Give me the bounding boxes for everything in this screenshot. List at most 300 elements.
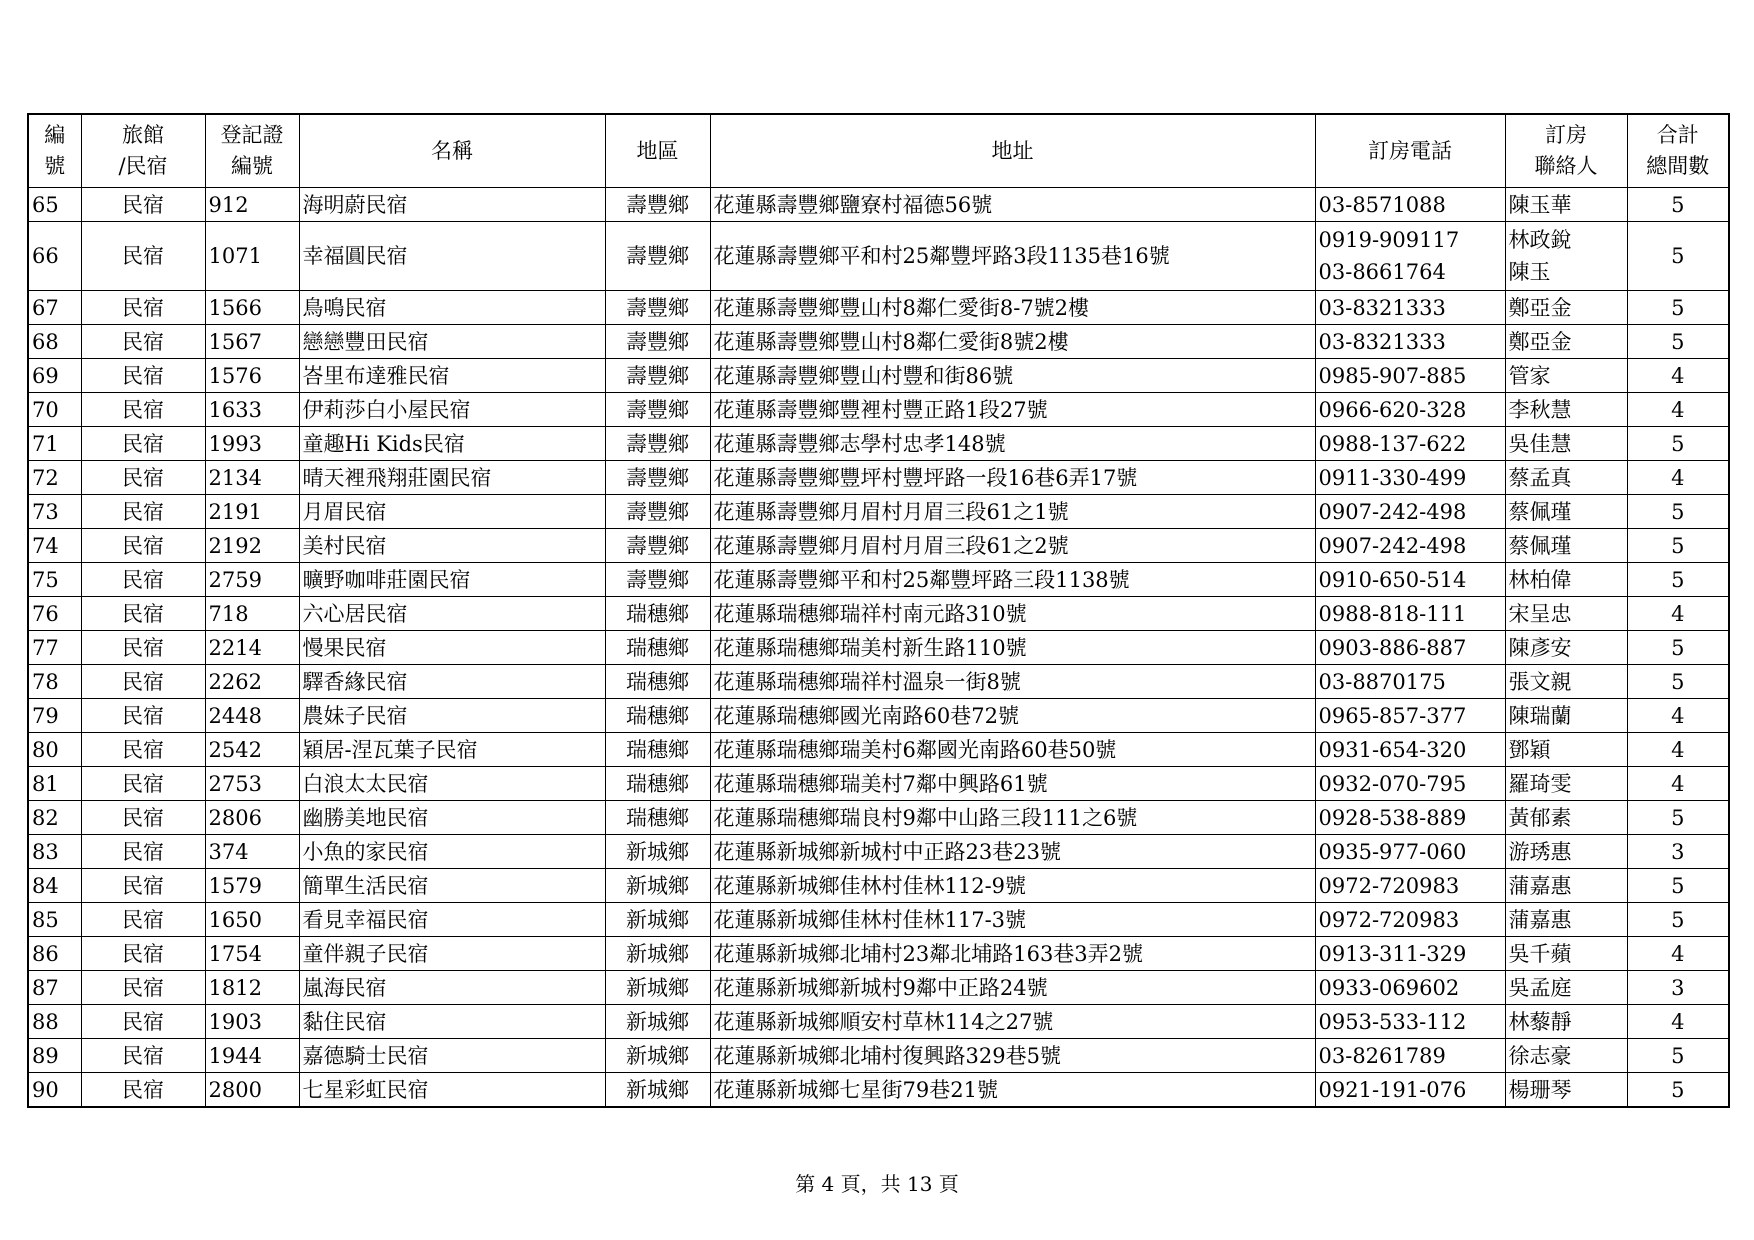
cell-area: 新城鄉 (605, 1005, 710, 1039)
cell-name: 六心居民宿 (299, 597, 605, 631)
table-row (28, 461, 1729, 495)
cell-contact (1505, 359, 1627, 393)
cell-phone (1315, 1073, 1505, 1108)
cell-name: 戀戀豐田民宿 (299, 325, 605, 359)
cell-contact-line: 蒲嘉惠 (1508, 907, 1572, 932)
table-row (28, 495, 1729, 529)
cell-area: 壽豐鄉 (605, 291, 710, 325)
cell-name: 七星彩虹民宿 (299, 1073, 605, 1108)
cell-no: 66 (28, 222, 81, 291)
cell-contact-line: 蒲嘉惠 (1508, 873, 1572, 898)
cell-rooms: 5 (1627, 1039, 1729, 1073)
cell-rooms: 5 (1627, 903, 1729, 937)
cell-phone-line: 0928-538-889 (1318, 805, 1467, 830)
header-area: 地區 (605, 114, 710, 188)
cell-contact (1505, 461, 1627, 495)
header-name: 名稱 (299, 114, 605, 188)
cell-contact-line: 吳孟庭 (1508, 975, 1572, 1000)
cell-type: 民宿 (81, 291, 205, 325)
cell-contact-line: 游琇惠 (1508, 839, 1572, 864)
cell-address: 花蓮縣瑞穗鄉瑞祥村南元路310號 (710, 597, 1315, 631)
cell-address: 花蓮縣新城鄉七星街79巷21號 (710, 1073, 1315, 1108)
cell-contact-line: 鄧穎 (1508, 737, 1551, 762)
cell-contact (1505, 1073, 1627, 1108)
cell-area: 瑞穗鄉 (605, 597, 710, 631)
cell-no: 76 (28, 597, 81, 631)
page-footer: 第 4 頁，共 13 頁 (795, 1172, 959, 1196)
cell-area: 壽豐鄉 (605, 529, 710, 563)
header-contact: 訂房 聯絡人 (1505, 114, 1627, 188)
table-row (28, 291, 1729, 325)
cell-reg-no: 374 (205, 835, 299, 869)
cell-phone (1315, 188, 1505, 222)
cell-phone-line: 0966-620-328 (1318, 397, 1467, 422)
table-row (28, 188, 1729, 222)
cell-phone (1315, 529, 1505, 563)
cell-type: 民宿 (81, 869, 205, 903)
cell-no: 73 (28, 495, 81, 529)
cell-contact-line: 黃郁素 (1508, 805, 1572, 830)
cell-rooms: 4 (1627, 733, 1729, 767)
cell-type: 民宿 (81, 937, 205, 971)
table-row (28, 971, 1729, 1005)
cell-area: 壽豐鄉 (605, 325, 710, 359)
table-row (28, 801, 1729, 835)
cell-address: 花蓮縣瑞穗鄉瑞祥村溫泉一街8號 (710, 665, 1315, 699)
cell-phone-line: 0953-533-112 (1318, 1009, 1467, 1034)
cell-reg-no: 2214 (205, 631, 299, 665)
cell-area: 新城鄉 (605, 835, 710, 869)
cell-type: 民宿 (81, 631, 205, 665)
cell-rooms: 3 (1627, 971, 1729, 1005)
cell-reg-no: 2759 (205, 563, 299, 597)
cell-rooms: 5 (1627, 665, 1729, 699)
cell-no: 78 (28, 665, 81, 699)
cell-type: 民宿 (81, 325, 205, 359)
cell-no: 71 (28, 427, 81, 461)
header-no: 編 號 (28, 114, 81, 188)
cell-reg-no: 1071 (205, 222, 299, 291)
cell-type: 民宿 (81, 835, 205, 869)
cell-name: 穎居-涅瓦葉子民宿 (299, 733, 605, 767)
cell-type: 民宿 (81, 767, 205, 801)
cell-no: 90 (28, 1073, 81, 1108)
cell-address: 花蓮縣壽豐鄉豐山村豐和街86號 (710, 359, 1315, 393)
cell-rooms: 4 (1627, 699, 1729, 733)
cell-phone-line: 0907-242-498 (1318, 499, 1467, 524)
cell-phone (1315, 427, 1505, 461)
table-row (28, 733, 1729, 767)
cell-reg-no: 718 (205, 597, 299, 631)
cell-address: 花蓮縣壽豐鄉鹽寮村福德56號 (710, 188, 1315, 222)
cell-phone (1315, 461, 1505, 495)
header-phone: 訂房電話 (1315, 114, 1505, 188)
cell-type: 民宿 (81, 359, 205, 393)
cell-rooms: 5 (1627, 495, 1729, 529)
header-type: 旅館 /民宿 (81, 114, 205, 188)
cell-type: 民宿 (81, 222, 205, 291)
cell-phone-line: 0911-330-499 (1318, 465, 1467, 490)
cell-reg-no: 912 (205, 188, 299, 222)
cell-contact (1505, 767, 1627, 801)
cell-phone-line: 03-8321333 (1318, 295, 1446, 320)
cell-contact (1505, 427, 1627, 461)
cell-rooms: 4 (1627, 393, 1729, 427)
cell-area: 壽豐鄉 (605, 495, 710, 529)
table-body (28, 188, 1729, 1108)
cell-contact-line: 李秋慧 (1508, 397, 1572, 422)
cell-phone-line: 0985-907-885 (1318, 363, 1467, 388)
cell-no: 83 (28, 835, 81, 869)
cell-name: 童伴親子民宿 (299, 937, 605, 971)
cell-rooms: 4 (1627, 597, 1729, 631)
cell-no: 79 (28, 699, 81, 733)
cell-area: 瑞穗鄉 (605, 699, 710, 733)
cell-address: 花蓮縣壽豐鄉志學村忠孝148號 (710, 427, 1315, 461)
cell-address: 花蓮縣壽豐鄉月眉村月眉三段61之2號 (710, 529, 1315, 563)
cell-phone-line: 0910-650-514 (1318, 567, 1467, 592)
cell-reg-no: 1567 (205, 325, 299, 359)
cell-name: 伊莉莎白小屋民宿 (299, 393, 605, 427)
cell-phone-line: 0933-069602 (1318, 975, 1460, 1000)
table-row (28, 1073, 1729, 1108)
cell-rooms: 5 (1627, 1073, 1729, 1108)
cell-no: 89 (28, 1039, 81, 1073)
table-row (28, 903, 1729, 937)
cell-type: 民宿 (81, 1005, 205, 1039)
cell-name: 海明蔚民宿 (299, 188, 605, 222)
cell-contact-line: 陳玉 (1508, 260, 1551, 284)
cell-area: 壽豐鄉 (605, 222, 710, 291)
cell-phone (1315, 903, 1505, 937)
cell-reg-no: 1754 (205, 937, 299, 971)
cell-contact-line: 陳玉華 (1508, 192, 1572, 217)
cell-phone (1315, 563, 1505, 597)
cell-no: 74 (28, 529, 81, 563)
cell-contact (1505, 393, 1627, 427)
cell-contact (1505, 597, 1627, 631)
cell-address: 花蓮縣壽豐鄉豐山村8鄰仁愛街8號2樓 (710, 325, 1315, 359)
cell-contact-line: 羅琦雯 (1508, 771, 1572, 796)
cell-contact (1505, 835, 1627, 869)
cell-area: 壽豐鄉 (605, 393, 710, 427)
cell-address: 花蓮縣壽豐鄉平和村25鄰豐坪路三段1138號 (710, 563, 1315, 597)
cell-phone (1315, 495, 1505, 529)
cell-contact-line: 林柏偉 (1508, 567, 1572, 592)
cell-area: 壽豐鄉 (605, 359, 710, 393)
cell-phone-line: 0932-070-795 (1318, 771, 1467, 796)
cell-name: 嵐海民宿 (299, 971, 605, 1005)
cell-address: 花蓮縣壽豐鄉豐裡村豐正路1段27號 (710, 393, 1315, 427)
cell-phone (1315, 665, 1505, 699)
cell-phone-line: 0919-909117 (1318, 228, 1460, 252)
cell-area: 瑞穗鄉 (605, 801, 710, 835)
cell-contact-line: 蔡佩瑾 (1508, 499, 1572, 524)
header-reg-no: 登記證 編號 (205, 114, 299, 188)
cell-area: 瑞穗鄉 (605, 665, 710, 699)
cell-phone (1315, 699, 1505, 733)
cell-contact-line: 鄭亞金 (1508, 295, 1572, 320)
cell-rooms: 3 (1627, 835, 1729, 869)
cell-address: 花蓮縣壽豐鄉平和村25鄰豐坪路3段1135巷16號 (710, 222, 1315, 291)
cell-address: 花蓮縣新城鄉佳林村佳林117-3號 (710, 903, 1315, 937)
cell-phone-line: 03-8261789 (1318, 1043, 1446, 1068)
cell-contact (1505, 291, 1627, 325)
cell-contact (1505, 733, 1627, 767)
cell-address: 花蓮縣新城鄉北埔村復興路329巷5號 (710, 1039, 1315, 1073)
cell-rooms: 5 (1627, 563, 1729, 597)
cell-reg-no: 1579 (205, 869, 299, 903)
cell-contact-line: 宋呈忠 (1508, 601, 1572, 626)
cell-contact (1505, 529, 1627, 563)
cell-phone-line: 0931-654-320 (1318, 737, 1467, 762)
cell-name: 簡單生活民宿 (299, 869, 605, 903)
cell-address: 花蓮縣新城鄉新城村中正路23巷23號 (710, 835, 1315, 869)
cell-contact (1505, 971, 1627, 1005)
cell-area: 瑞穗鄉 (605, 767, 710, 801)
cell-contact-line: 林藜靜 (1508, 1009, 1572, 1034)
table-row (28, 699, 1729, 733)
cell-name: 曠野咖啡莊園民宿 (299, 563, 605, 597)
cell-name: 白浪太太民宿 (299, 767, 605, 801)
cell-rooms: 5 (1627, 801, 1729, 835)
cell-address: 花蓮縣壽豐鄉豐坪村豐坪路一段16巷6弄17號 (710, 461, 1315, 495)
cell-type: 民宿 (81, 733, 205, 767)
header-address: 地址 (710, 114, 1315, 188)
cell-no: 65 (28, 188, 81, 222)
cell-reg-no: 1903 (205, 1005, 299, 1039)
cell-phone (1315, 393, 1505, 427)
cell-reg-no: 1576 (205, 359, 299, 393)
cell-reg-no: 1993 (205, 427, 299, 461)
cell-phone-line: 0988-137-622 (1318, 431, 1467, 456)
cell-type: 民宿 (81, 597, 205, 631)
cell-address: 花蓮縣壽豐鄉豐山村8鄰仁愛街8-7號2樓 (710, 291, 1315, 325)
cell-reg-no: 2800 (205, 1073, 299, 1108)
cell-phone-line: 0972-720983 (1318, 907, 1460, 932)
cell-type: 民宿 (81, 1039, 205, 1073)
cell-no: 68 (28, 325, 81, 359)
cell-rooms: 5 (1627, 291, 1729, 325)
cell-phone-line: 0907-242-498 (1318, 533, 1467, 558)
cell-no: 81 (28, 767, 81, 801)
cell-name: 看見幸福民宿 (299, 903, 605, 937)
cell-rooms: 4 (1627, 767, 1729, 801)
table-row (28, 767, 1729, 801)
cell-phone-line: 0913-311-329 (1318, 941, 1467, 966)
cell-contact-line: 楊珊琴 (1508, 1077, 1572, 1102)
cell-reg-no: 1566 (205, 291, 299, 325)
cell-contact-line: 陳瑞蘭 (1508, 703, 1572, 728)
cell-area: 新城鄉 (605, 903, 710, 937)
cell-type: 民宿 (81, 1073, 205, 1108)
cell-phone-line: 03-8661764 (1318, 260, 1446, 284)
cell-rooms: 5 (1627, 631, 1729, 665)
table-row (28, 937, 1729, 971)
cell-no: 85 (28, 903, 81, 937)
cell-no: 86 (28, 937, 81, 971)
cell-no: 87 (28, 971, 81, 1005)
table-row (28, 869, 1729, 903)
cell-phone (1315, 597, 1505, 631)
cell-phone-line: 0903-886-887 (1318, 635, 1467, 660)
cell-address: 花蓮縣瑞穗鄉瑞美村新生路110號 (710, 631, 1315, 665)
cell-phone (1315, 835, 1505, 869)
cell-reg-no: 2753 (205, 767, 299, 801)
cell-type: 民宿 (81, 529, 205, 563)
cell-rooms: 5 (1627, 188, 1729, 222)
cell-type: 民宿 (81, 461, 205, 495)
cell-name: 農妹子民宿 (299, 699, 605, 733)
table-row (28, 393, 1729, 427)
cell-area: 新城鄉 (605, 937, 710, 971)
cell-reg-no: 2134 (205, 461, 299, 495)
cell-contact (1505, 495, 1627, 529)
table-row (28, 835, 1729, 869)
cell-reg-no: 2192 (205, 529, 299, 563)
cell-no: 77 (28, 631, 81, 665)
cell-name: 驛香緣民宿 (299, 665, 605, 699)
cell-contact-line: 鄭亞金 (1508, 329, 1572, 354)
cell-name: 幽勝美地民宿 (299, 801, 605, 835)
cell-reg-no: 2806 (205, 801, 299, 835)
cell-reg-no: 1650 (205, 903, 299, 937)
table-row (28, 631, 1729, 665)
cell-no: 80 (28, 733, 81, 767)
cell-phone (1315, 1005, 1505, 1039)
cell-no: 70 (28, 393, 81, 427)
cell-rooms: 4 (1627, 937, 1729, 971)
cell-type: 民宿 (81, 903, 205, 937)
cell-phone-line: 0921-191-076 (1318, 1077, 1467, 1102)
cell-contact-line: 蔡佩瑾 (1508, 533, 1572, 558)
cell-contact (1505, 665, 1627, 699)
cell-contact-line: 林政銳 (1508, 228, 1572, 252)
cell-rooms: 5 (1627, 529, 1729, 563)
cell-contact (1505, 563, 1627, 597)
cell-address: 花蓮縣新城鄉北埔村23鄰北埔路163巷3弄2號 (710, 937, 1315, 971)
cell-area: 新城鄉 (605, 1073, 710, 1108)
cell-type: 民宿 (81, 393, 205, 427)
cell-phone (1315, 971, 1505, 1005)
lodging-table (27, 113, 1730, 1108)
cell-area: 壽豐鄉 (605, 563, 710, 597)
cell-rooms: 5 (1627, 427, 1729, 461)
cell-phone (1315, 937, 1505, 971)
table-row (28, 427, 1729, 461)
cell-phone (1315, 767, 1505, 801)
cell-contact (1505, 325, 1627, 359)
cell-contact (1505, 631, 1627, 665)
cell-area: 新城鄉 (605, 971, 710, 1005)
table-row (28, 1039, 1729, 1073)
cell-address: 花蓮縣新城鄉新城村9鄰中正路24號 (710, 971, 1315, 1005)
cell-type: 民宿 (81, 427, 205, 461)
cell-name: 黏住民宿 (299, 1005, 605, 1039)
table-row (28, 359, 1729, 393)
cell-phone (1315, 733, 1505, 767)
table-row (28, 529, 1729, 563)
cell-address: 花蓮縣瑞穗鄉瑞美村7鄰中興路61號 (710, 767, 1315, 801)
cell-type: 民宿 (81, 665, 205, 699)
cell-name: 慢果民宿 (299, 631, 605, 665)
cell-reg-no: 2448 (205, 699, 299, 733)
cell-contact-line: 張文親 (1508, 669, 1572, 694)
cell-area: 瑞穗鄉 (605, 733, 710, 767)
table-row (28, 222, 1729, 291)
cell-reg-no: 1633 (205, 393, 299, 427)
cell-address: 花蓮縣新城鄉佳林村佳林112-9號 (710, 869, 1315, 903)
cell-name: 月眉民宿 (299, 495, 605, 529)
cell-type: 民宿 (81, 188, 205, 222)
cell-contact-line: 吳千蘋 (1508, 941, 1572, 966)
cell-rooms: 4 (1627, 359, 1729, 393)
cell-phone-line: 0972-720983 (1318, 873, 1460, 898)
cell-phone (1315, 631, 1505, 665)
cell-no: 88 (28, 1005, 81, 1039)
cell-name: 嘉德騎士民宿 (299, 1039, 605, 1073)
cell-phone (1315, 222, 1505, 291)
cell-phone (1315, 325, 1505, 359)
cell-phone (1315, 869, 1505, 903)
cell-contact (1505, 699, 1627, 733)
cell-phone (1315, 359, 1505, 393)
cell-name: 小魚的家民宿 (299, 835, 605, 869)
cell-contact-line: 蔡孟真 (1508, 465, 1572, 490)
cell-phone (1315, 291, 1505, 325)
cell-address: 花蓮縣瑞穗鄉瑞美村6鄰國光南路60巷50號 (710, 733, 1315, 767)
cell-address: 花蓮縣壽豐鄉月眉村月眉三段61之1號 (710, 495, 1315, 529)
cell-type: 民宿 (81, 563, 205, 597)
cell-phone-line: 03-8321333 (1318, 329, 1446, 354)
cell-type: 民宿 (81, 495, 205, 529)
table-row (28, 665, 1729, 699)
cell-address: 花蓮縣瑞穗鄉國光南路60巷72號 (710, 699, 1315, 733)
cell-area: 壽豐鄉 (605, 461, 710, 495)
cell-no: 72 (28, 461, 81, 495)
cell-contact-line: 陳彥安 (1508, 635, 1572, 660)
cell-no: 75 (28, 563, 81, 597)
cell-rooms: 5 (1627, 222, 1729, 291)
cell-reg-no: 1944 (205, 1039, 299, 1073)
cell-type: 民宿 (81, 801, 205, 835)
cell-rooms: 4 (1627, 461, 1729, 495)
cell-rooms: 5 (1627, 869, 1729, 903)
cell-name: 美村民宿 (299, 529, 605, 563)
table-row (28, 325, 1729, 359)
cell-contact-line: 吳佳慧 (1508, 431, 1572, 456)
cell-contact-line: 徐志豪 (1508, 1043, 1572, 1068)
cell-name: 鳥鳴民宿 (299, 291, 605, 325)
cell-phone-line: 0935-977-060 (1318, 839, 1467, 864)
cell-reg-no: 2191 (205, 495, 299, 529)
cell-area: 新城鄉 (605, 1039, 710, 1073)
cell-name: 幸福圓民宿 (299, 222, 605, 291)
header-row (28, 114, 1729, 188)
cell-address: 花蓮縣瑞穗鄉瑞良村9鄰中山路三段111之6號 (710, 801, 1315, 835)
cell-no: 84 (28, 869, 81, 903)
cell-phone (1315, 1039, 1505, 1073)
cell-rooms: 5 (1627, 325, 1729, 359)
cell-reg-no: 2262 (205, 665, 299, 699)
cell-no: 69 (28, 359, 81, 393)
cell-reg-no: 2542 (205, 733, 299, 767)
cell-contact (1505, 1005, 1627, 1039)
cell-contact-line: 管家 (1508, 363, 1551, 388)
cell-rooms: 4 (1627, 1005, 1729, 1039)
table-row (28, 563, 1729, 597)
cell-contact (1505, 222, 1627, 291)
